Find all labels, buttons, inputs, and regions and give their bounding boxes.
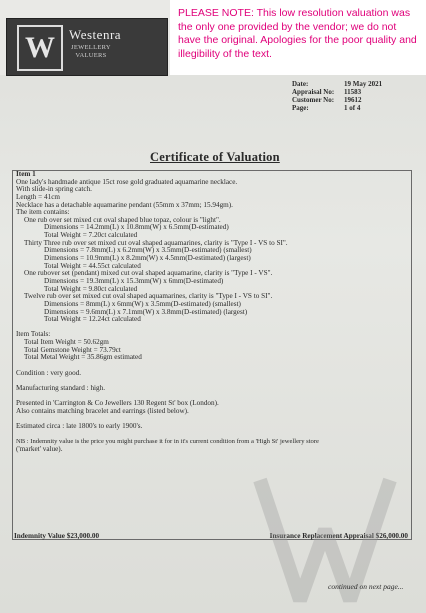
meta-label: Appraisal No:	[292, 88, 335, 96]
vendor-note: PLEASE NOTE: This low resolution valuation was the only one provided by the vendor; we do not have the original. Apologies for the poor quality and illegibility of the text.	[170, 0, 426, 75]
total-line: Total Metal Weight = 35.86gm estimated	[24, 353, 142, 362]
presented-in: Presented in 'Carrington & Co Jewellers 130 Regent St' box (London).	[16, 399, 219, 408]
meta-value: 19612	[344, 96, 362, 104]
stone-desc: Twelve rub over set mixed cut oval shaped aquamarines, clarity is "Type I - VS to SI".	[24, 292, 273, 301]
stone-weight: Total Weight = 44.55ct calculated	[44, 261, 141, 270]
total-line: Total Gemstone Weight = 73.79ct	[24, 345, 121, 354]
brand-line-1: JEWELLERY	[71, 44, 111, 51]
meta-row	[292, 104, 404, 112]
certificate-meta	[292, 80, 404, 112]
meta-row	[292, 80, 404, 88]
nb-note-line-2: ('market' value).	[16, 445, 63, 454]
stone-desc: One rubover set (pendant) mixed cut oval shaped aquamarine, clarity is "Type I - VS".	[24, 269, 273, 278]
stone-weight: Total Weight = 9.80ct calculated	[44, 284, 138, 293]
item-description	[16, 171, 412, 454]
stone-desc: One rub over set mixed cut oval shaped blue topaz, colour is "light".	[24, 215, 221, 224]
meta-value: 11583	[344, 88, 362, 96]
continued-note: continued on next page...	[328, 582, 404, 591]
stone-desc: Thirty Three rub over set mixed cut oval shaped aquamarines, clarity is "Type I - VS to SI".	[24, 238, 288, 247]
item-line: With slide-in spring catch.	[16, 185, 92, 194]
indemnity-value: Indemnity Value $23,000.00	[14, 532, 100, 540]
stone-dims: Dimensions = 9.6mm(L) x 7.1mm(W) x 3.8mm(D-estimated) (largest)	[44, 307, 248, 316]
page-title: Certificate of Valuation	[150, 150, 280, 164]
meta-row	[292, 88, 404, 96]
nb-note-line-1: NB : Indemnity value is the price you might purchase it for in it's current condition from a 'High St' jewellery store	[16, 438, 319, 446]
also-contains: Also contains matching bracelet and earrings (listed below).	[16, 406, 189, 415]
meta-label: Page:	[292, 104, 309, 112]
stone-dims: Dimensions = 14.2mm(L) x 10.8mm(W) x 6.5mm(D-estimated)	[44, 223, 229, 232]
meta-value: 19 May 2021	[344, 80, 383, 88]
westenra-logo	[6, 18, 168, 76]
item-heading: Item 1	[16, 170, 36, 178]
logo-mark: W	[17, 25, 63, 71]
meta-label: Date:	[292, 80, 309, 88]
item-line: One lady's handmade antique 15ct rose gold graduated aquamarine necklace.	[16, 177, 238, 186]
stone-weight: Total Weight = 7.20ct calculated	[44, 231, 138, 240]
stone-dims: Dimensions = 19.3mm(L) x 15.3mm(W) x 6mm(D-estimated)	[44, 276, 224, 285]
stone-weight: Total Weight = 12.24ct calculated	[44, 315, 141, 324]
item-line: Necklace has a detachable aquamarine pendant (55mm x 37mm; 15.94gm).	[16, 200, 233, 209]
stone-dims: Dimensions = 8mm(L) x 6mm(W) x 3.5mm(D-estimated) (smallest)	[44, 299, 241, 308]
estimated-circa: Estimated circa : late 1800's to early 1900's.	[16, 422, 143, 431]
meta-value: 1 of 4	[344, 104, 361, 112]
stone-dims: Dimensions = 7.8mm(L) x 6.2mm(W) x 3.5mm(D-estimated) (smallest)	[44, 246, 252, 255]
item-line: The item contains:	[16, 208, 70, 217]
brand-name: Westenra	[69, 27, 122, 42]
totals-heading: Item Totals:	[16, 330, 51, 339]
total-line: Total Item Weight = 50.62gm	[24, 338, 109, 347]
item-line: Length = 41cm	[16, 192, 60, 201]
brand-subtitle	[71, 44, 111, 60]
condition: Condition : very good.	[16, 368, 82, 377]
brand-line-2: VALUERS	[75, 52, 107, 59]
insurance-replacement-value: Insurance Replacement Appraisal $26,000.00	[269, 532, 408, 540]
meta-label: Customer No:	[292, 96, 335, 104]
stone-dims: Dimensions = 10.9mm(L) x 8.2mm(W) x 4.5mm(D-estimated) (largest)	[44, 254, 251, 263]
meta-row	[292, 96, 404, 104]
manufacturing-standard: Manufacturing standard : high.	[16, 383, 106, 392]
